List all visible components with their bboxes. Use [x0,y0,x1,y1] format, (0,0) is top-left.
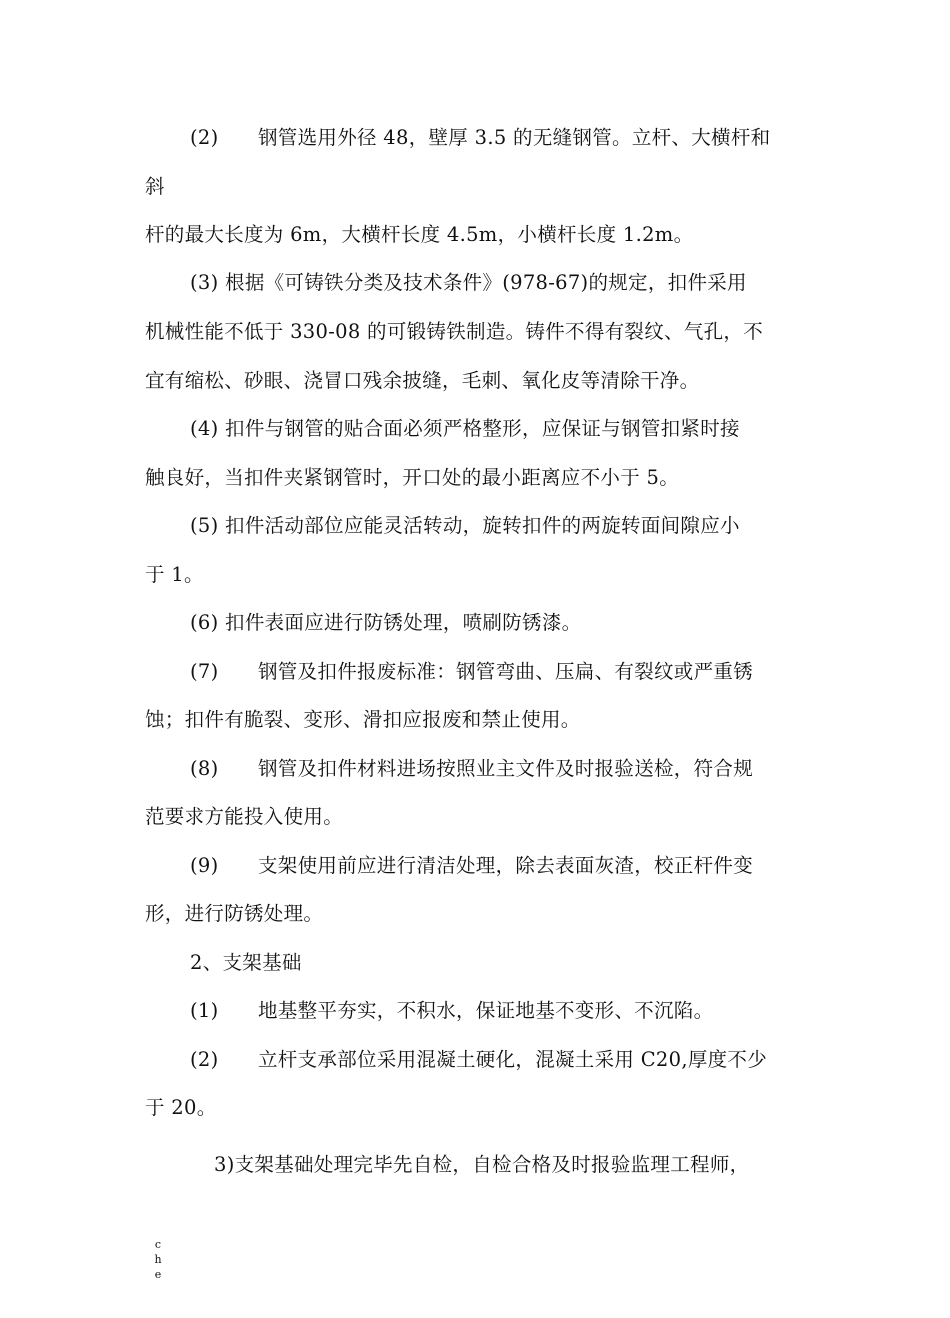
paragraph-line: 形，进行防锈处理。 [145,902,324,925]
paragraph-line: 杆的最大长度为 6m，大横杆长度 4.5m，小横杆长度 1.2m。 [145,223,694,246]
paragraph-line: (3) 根据《可铸铁分类及技术条件》(978-67)的规定，扣件采用 [190,271,747,294]
paragraph-line: 斜 [145,175,165,198]
item-number: (2) [190,126,219,149]
item-number: (8) [190,757,219,780]
paragraph-line: (5) 扣件活动部位应能灵活转动，旋转扣件的两旋转面间隙应小 [190,514,740,537]
paragraph-line: 范要求方能投入使用。 [145,805,344,828]
paragraph-line: 于 20。 [145,1096,217,1119]
line-text: 钢管及扣件报废标准：钢管弯曲、压扁、有裂纹或严重锈 [258,660,754,683]
paragraph-line [190,856,753,876]
paragraph-line: 机械性能不低于 330-08 的可锻铸铁制造。铸件不得有裂纹、气孔，不 [145,320,764,343]
paragraph-line: 宜有缩松、砂眼、浇冒口残余披缝，毛刺、氧化皮等清除干净。 [145,369,700,392]
line-text: 支架使用前应进行清洁处理，除去表面灰渣，校正杆件变 [258,854,754,877]
item-number: (1) [190,999,219,1022]
paragraph-line: 蚀；扣件有脆裂、变形、滑扣应报废和禁止使用。 [145,708,581,731]
paragraph-line [190,662,753,682]
line-text: 钢管及扣件材料进场按照业主文件及时报验送检，符合规 [258,757,754,780]
item-number: (2) [190,1048,219,1071]
item-number: (7) [190,660,219,683]
line-text: 立杆支承部位采用混凝土硬化，混凝土采用 C20,厚度不少 [258,1048,768,1071]
paragraph-line: (6) 扣件表面应进行防锈处理，喷刷防锈漆。 [190,611,582,634]
paragraph-line [190,1001,713,1021]
page-footer: che [154,1238,162,1281]
paragraph-line [190,759,753,779]
item-number: (9) [190,854,219,877]
paragraph-line: 3)支架基础处理完毕先自检，自检合格及时报验监理工程师， [214,1153,750,1176]
paragraph-line: 触良好，当扣件夹紧钢管时，开口处的最小距离应不小于 5。 [145,466,680,489]
paragraph-line: (4) 扣件与钢管的贴合面必须严格整形，应保证与钢管扣紧时接 [190,417,740,440]
line-text: 地基整平夯实，不积水，保证地基不变形、不沉陷。 [258,999,714,1022]
paragraph-line [190,1050,767,1070]
paragraph-line [190,128,770,148]
section-heading: 2、支架基础 [190,951,302,974]
line-text: 钢管选用外径 48，壁厚 3.5 的无缝钢管。立杆、大横杆和 [258,126,771,149]
paragraph-line: 于 1。 [145,563,204,586]
